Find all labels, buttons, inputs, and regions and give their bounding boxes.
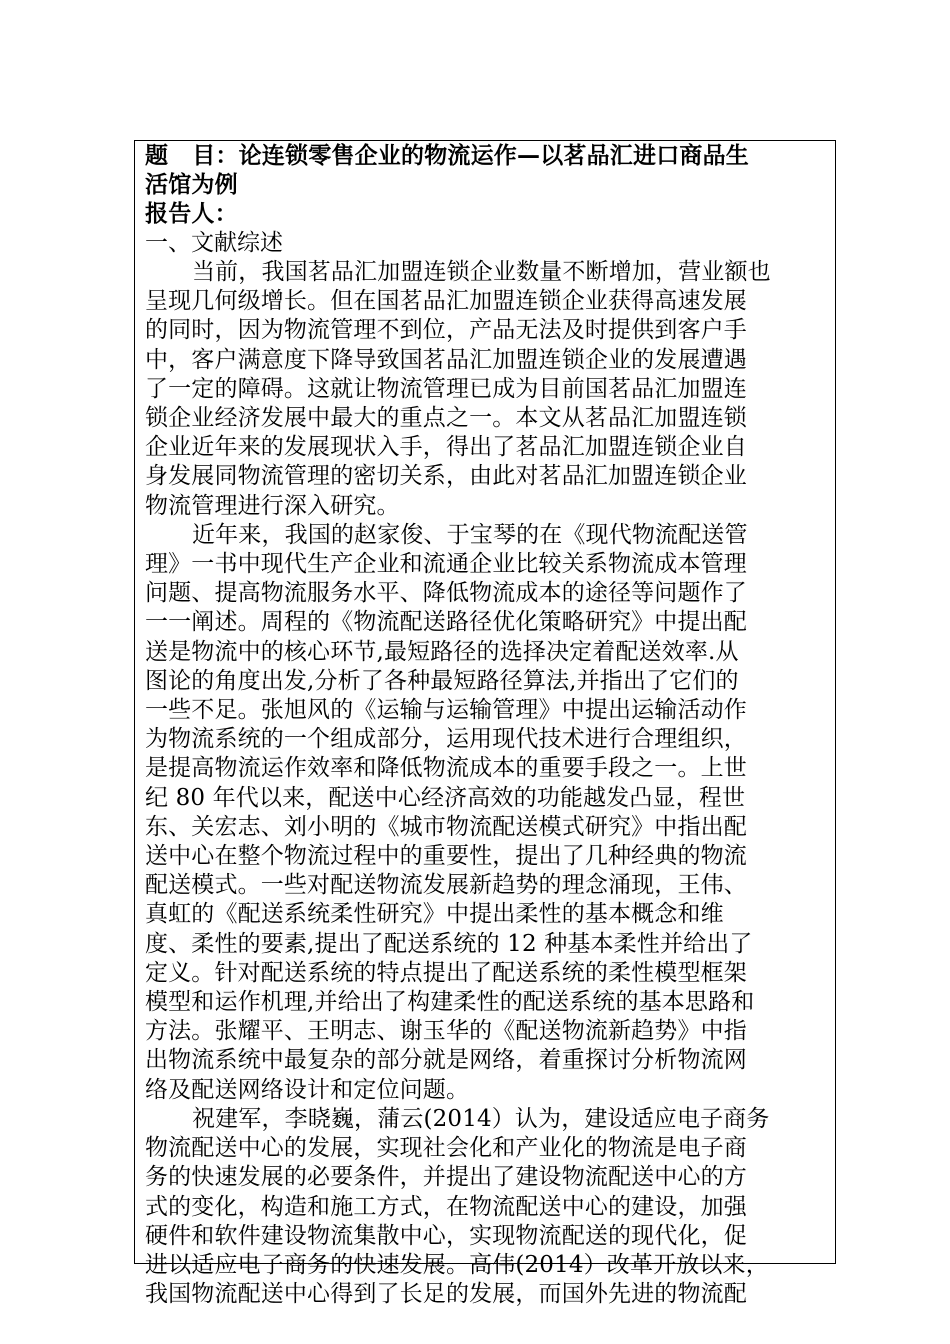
paragraph-line: 为物流系统的一个组成部分，运用现代技术进行合理组织， <box>145 726 747 753</box>
paragraph-line: 进以适应电子商务的快速发展。高伟(2014）改革开放以来， <box>145 1251 769 1278</box>
paragraph-line: 一一阐述。周程的《物流配送路径优化策略研究》中提出配 <box>145 609 747 636</box>
paragraph-line: 务的快速发展的必要条件，并提出了建设物流配送中心的方 <box>145 1164 747 1191</box>
paragraph-line: 问题、提高物流服务水平、降低物流成本的途径等问题作了 <box>145 580 747 607</box>
paragraph-line: 络及配送网络设计和定位问题。 <box>145 1076 470 1103</box>
title-line-1 <box>145 142 835 171</box>
paragraph-line: 身发展同物流管理的密切关系，由此对茗品汇加盟连锁企业 <box>145 463 747 490</box>
paragraph <box>145 258 835 521</box>
paragraph-line: 出物流系统中最复杂的部分就是网络，着重探讨分析物流网 <box>145 1047 747 1074</box>
reporter-label: 报告人： <box>145 201 238 227</box>
paragraph-line: 图论的角度出发,分析了各种最短路径算法,并指出了它们的 <box>145 667 739 694</box>
paragraph-line: 送是物流中的核心环节,最短路径的选择决定着配送效率.从 <box>145 638 739 665</box>
paragraph-line: 真虹的《配送系统柔性研究》中提出柔性的基本概念和维 <box>145 901 724 928</box>
report-table-cell <box>134 140 836 1308</box>
paragraph-line: 锁企业经济发展中最大的重点之一。本文从茗品汇加盟连锁 <box>145 405 747 432</box>
paragraph-line: 东、关宏志、刘小明的《城市物流配送模式研究》中指出配 <box>145 813 747 840</box>
paragraph-line: 中，客户满意度下降导致国茗品汇加盟连锁企业的发展遭遇 <box>145 346 747 373</box>
paragraph <box>145 1105 835 1309</box>
paragraph-line: 物流管理进行深入研究。 <box>145 492 400 519</box>
paragraph-line: 一些不足。张旭风的《运输与运输管理》中提出运输活动作 <box>145 697 747 724</box>
paragraph-line: 理》一书中现代生产企业和流通企业比较关系物流成本管理 <box>145 551 747 578</box>
paragraph-line: 祝建军，李晓巍，蒲云(2014）认为，建设适应电子商务 <box>192 1105 770 1132</box>
paragraph-line: 方法。张耀平、王明志、谢玉华的《配送物流新趋势》中指 <box>145 1018 747 1045</box>
paragraph-line: 送中心在整个物流过程中的重要性，提出了几种经典的物流 <box>145 843 747 870</box>
paragraph-line: 式的变化，构造和施工方式，在物流配送中心的建设，加强 <box>145 1193 747 1220</box>
paragraph-line: 物流配送中心的发展，实现社会化和产业化的物流是电子商 <box>145 1135 747 1162</box>
paragraph-line: 硬件和软件建设物流集散中心，实现物流配送的现代化，促 <box>145 1222 747 1249</box>
paragraph-line: 模型和运作机理,并给出了构建柔性的配送系统的基本思路和 <box>145 989 755 1016</box>
paragraph-line: 配送模式。一些对配送物流发展新趋势的理念涌现，王伟、 <box>145 872 747 899</box>
paragraph-line: 企业近年来的发展现状入手，得出了茗品汇加盟连锁企业自 <box>145 434 747 461</box>
paragraph-line: 近年来，我国的赵家俊、于宝琴的在《现代物流配送管 <box>192 521 748 548</box>
paragraph-line: 度、柔性的要素,提出了配送系统的 12 种基本柔性并给出了 <box>145 930 753 957</box>
paragraph-line: 是提高物流运作效率和降低物流成本的重要手段之一。上世 <box>145 755 747 782</box>
paragraph-line: 了一定的障碍。这就让物流管理已成为目前国茗品汇加盟连 <box>145 375 747 402</box>
title-block <box>145 142 835 229</box>
title-line-2: 活馆为例 <box>145 172 238 198</box>
paragraph <box>145 521 835 1105</box>
paragraph-line: 的同时，因为物流管理不到位，产品无法及时提供到客户手 <box>145 317 747 344</box>
paragraph-line: 纪 80 年代以来，配送中心经济高效的功能越发凸显，程世 <box>145 784 746 811</box>
paragraph-line: 当前，我国茗品汇加盟连锁企业数量不断增加，营业额也 <box>192 259 771 285</box>
paragraph-line: 我国物流配送中心得到了长足的发展，而国外先进的物流配 <box>145 1281 747 1308</box>
paragraph-line: 定义。针对配送系统的特点提出了配送系统的柔性模型框架 <box>145 959 747 986</box>
title-text: 目：论连锁零售企业的物流运作—以茗品汇进口商品生 <box>192 143 750 169</box>
paragraph-line: 呈现几何级增长。但在国茗品汇加盟连锁企业获得高速发展 <box>145 288 747 315</box>
section-heading: 一、文献综述 <box>145 230 283 256</box>
title-label: 题 <box>145 143 169 169</box>
